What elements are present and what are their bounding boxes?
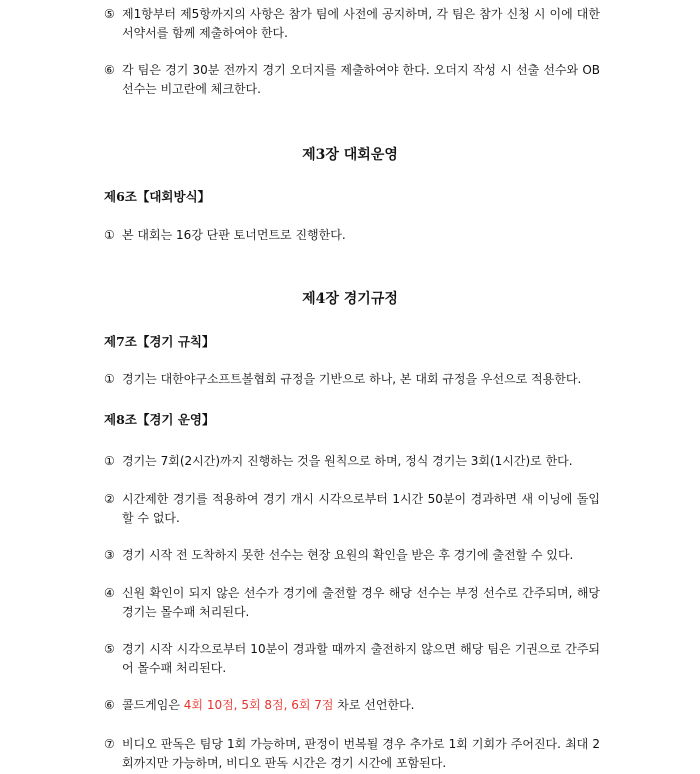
list-item (104, 452, 600, 471)
item-text: 시간제한 경기를 적용하여 경기 개시 시각으로부터 1시간 50분이 경과하면 새 이닝에 돌입할 수 없다. (122, 492, 600, 525)
item-text: 신원 확인이 되지 않은 선수가 경기에 출전할 경우 해당 선수는 부정 선수로 간주되며, 해당 경기는 몰수패 처리된다. (122, 586, 600, 619)
list-item (104, 490, 600, 528)
item-text: 각 팀은 경기 30분 전까지 경기 오더지를 제출하여야 한다. 오더지 작성 시 선출 선수와 OB 선수는 비고란에 체크한다. (122, 63, 600, 96)
list-item (104, 5, 600, 43)
chapter-title: 제3장 대회운영 (302, 147, 398, 163)
item-text: 경기는 7회(2시간)까지 진행하는 것을 원칙으로 하며, 정식 경기는 3회(1시간)로 한다. (122, 454, 573, 468)
item-number: ① (104, 454, 115, 468)
item-number: ① (104, 228, 115, 242)
item-text: 비디오 판독은 팀당 1회 가능하며, 판정이 번복될 경우 추가로 1회 기회가 주어진다. 최대 2회까지만 가능하며, 비디오 판독 시간은 경기 시간에 포함된다. (122, 737, 600, 770)
list-item (104, 370, 600, 389)
item-number: ⑦ (104, 737, 115, 751)
chapter-title: 제4장 경기규정 (302, 291, 398, 307)
cold-game-score-highlight: 4회 10점, 5회 8점, 6회 7점 (183, 698, 334, 712)
item-text: 경기 시작 전 도착하지 못한 선수는 현장 요원의 확인을 받은 후 경기에 출전할 수 있다. (122, 548, 574, 562)
item-number: ② (104, 492, 115, 506)
item-text: 경기는 대한야구소프트볼협회 규정을 기반으로 하나, 본 대회 규정을 우선으로 적용한다. (122, 372, 582, 386)
item-text (104, 696, 600, 715)
article-title: 제8조【경기 운영】 (104, 412, 215, 427)
article-title: 제6조【대회방식】 (104, 189, 211, 204)
article-title: 제7조【경기 규칙】 (104, 334, 215, 349)
item-number: ① (104, 372, 115, 386)
item-number: ⑤ (104, 642, 115, 656)
item-number: ⑥ (104, 63, 115, 77)
item-number: ③ (104, 548, 115, 562)
list-item (104, 61, 600, 99)
item-number: ④ (104, 586, 115, 600)
list-item (104, 640, 600, 678)
list-item (104, 584, 600, 622)
item-text: 제1항부터 제5항까지의 사항은 참가 팀에 사전에 공지하며, 각 팀은 참가 신청 시 이에 대한 서약서를 함께 제출하여야 한다. (122, 7, 600, 40)
list-item (104, 546, 600, 565)
item-number: ⑤ (104, 7, 115, 21)
item-number: ⑥ (104, 698, 115, 712)
item-text-post: 차로 선언한다. (333, 698, 415, 712)
item-text: 경기 시작 시각으로부터 10분이 경과할 때까지 출전하지 않으면 해당 팀은 기권으로 간주되어 몰수패 처리된다. (122, 642, 600, 675)
list-item (104, 735, 600, 773)
item-text: 본 대회는 16강 단판 토너먼트로 진행한다. (122, 228, 346, 242)
list-item (104, 696, 600, 715)
item-text-pre: 콜드게임은 (122, 698, 184, 712)
list-item (104, 226, 600, 245)
